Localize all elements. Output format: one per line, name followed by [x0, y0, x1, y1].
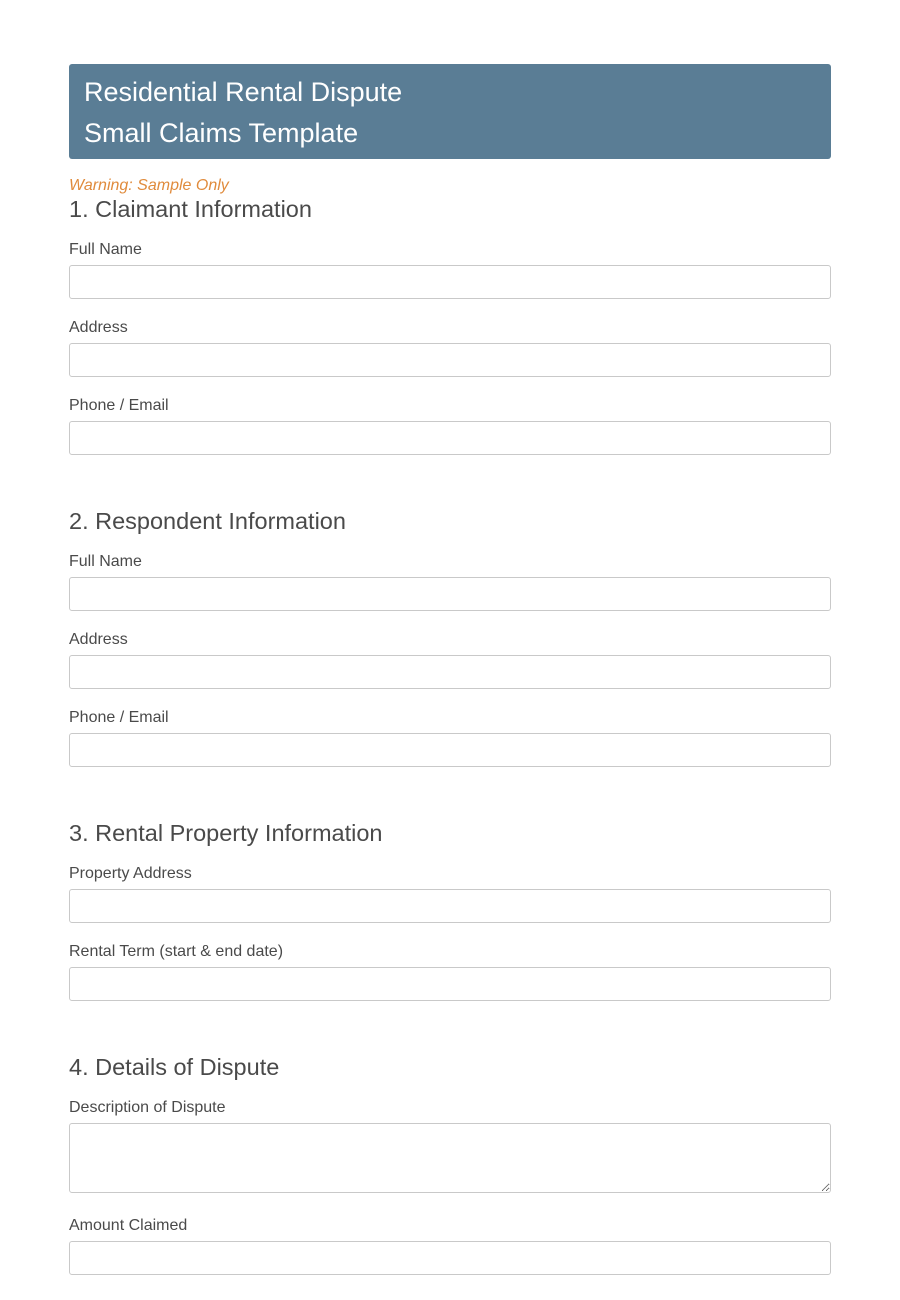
respondent-address-label: Address — [69, 631, 128, 648]
section-title-respondent: 2. Respondent Information — [69, 508, 346, 534]
claimant-contact-input[interactable] — [69, 421, 831, 455]
claimant-address-input[interactable] — [69, 343, 831, 377]
form-title-line-1: Residential Rental Dispute — [84, 77, 403, 107]
claimant-contact-label: Phone / Email — [69, 397, 169, 414]
respondent-contact-input[interactable] — [69, 733, 831, 767]
rental-term-input[interactable] — [69, 967, 831, 1001]
rental-term-label: Rental Term (start & end date) — [69, 943, 284, 960]
section-title-claimant: 1. Claimant Information — [69, 196, 312, 222]
property-address-input[interactable] — [69, 889, 831, 923]
property-address-label: Property Address — [69, 865, 192, 882]
amount-claimed-label: Amount Claimed — [69, 1217, 188, 1234]
amount-claimed-input[interactable] — [69, 1241, 831, 1275]
form-title-line-2: Small Claims Template — [84, 118, 359, 148]
sample-warning: Warning: Sample Only — [69, 177, 229, 194]
respondent-contact-label: Phone / Email — [69, 709, 169, 726]
claimant-address-label: Address — [69, 319, 128, 336]
form-header — [69, 64, 831, 159]
dispute-description-textarea[interactable] — [69, 1123, 831, 1193]
claimant-full-name-input[interactable] — [69, 265, 831, 299]
respondent-full-name-input[interactable] — [69, 577, 831, 611]
respondent-full-name-label: Full Name — [69, 553, 142, 570]
dispute-description-label: Description of Dispute — [69, 1099, 226, 1116]
section-title-dispute-details: 4. Details of Dispute — [69, 1054, 280, 1080]
claimant-full-name-label: Full Name — [69, 241, 142, 258]
respondent-address-input[interactable] — [69, 655, 831, 689]
section-title-rental-property: 3. Rental Property Information — [69, 820, 383, 846]
